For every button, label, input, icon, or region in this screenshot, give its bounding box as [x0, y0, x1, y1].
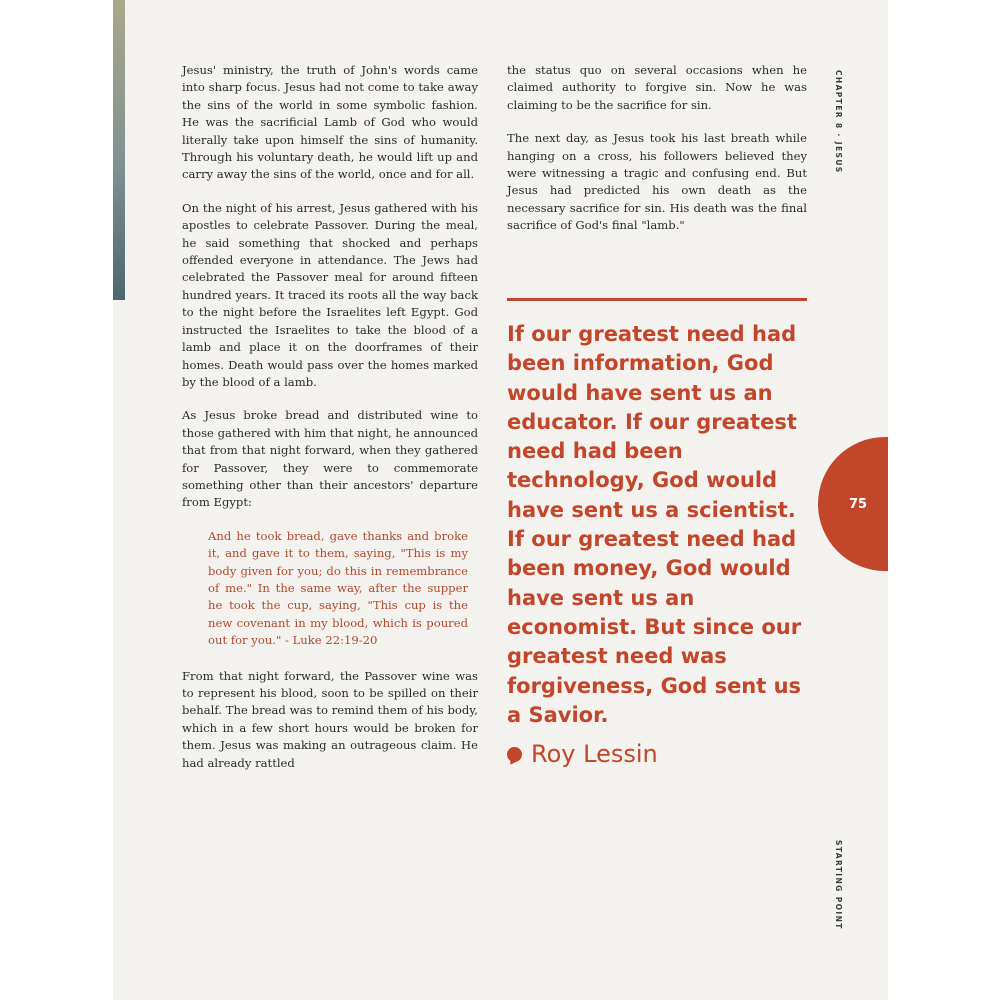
body-paragraph: As Jesus broke bread and distributed wine to those gathered with him that night, he announced that from that night forward, when they gathered for Passover, they were to commemorate something other than their ancestors' departure from Egypt:: [182, 408, 478, 510]
pull-quote: If our greatest need had been information, God would have sent us an educator. If our greatest need had been technology, God would have sent us a scientist. If our greatest need had been money, God would have sent us an economist. But since our greatest need was forgiveness, God sent us a Savior.: [507, 322, 802, 727]
body-paragraph: the status quo on several occasions when he claimed authority to forgive sin. Now he was claiming to be the sacrifice for sin.: [507, 63, 807, 112]
book-running-head: STARTING POINT: [834, 840, 843, 930]
chapter-running-head: CHAPTER 8 · JESUS: [834, 70, 843, 174]
page-number: 75: [848, 496, 868, 512]
adjacent-page-edge: [113, 0, 125, 300]
right-column: [507, 62, 807, 251]
quote-author: Roy Lessin: [531, 740, 658, 768]
body-paragraph: On the night of his arrest, Jesus gathered with his apostles to celebrate Passover. During the meal, he said something that shocked and perhaps offended everyone in attendance. The Jews had celebrated the Passover meal for around fifteen hundred years. It traced its roots all the way back to the night before the Israelites left Egypt. God instructed the Israelites to take the blood of a lamb and place it on the doorframes of their homes. Death would pass over the homes marked by the blood of a lamb.: [182, 200, 478, 389]
speech-bubble-icon: [507, 747, 522, 762]
scripture-quote: And he took bread, gave thanks and broke it, and gave it to them, saying, "This is my body given for you; do this in remembrance of me." In the same way, after the supper he took the cup, saying, "This cup is the new covenant in my blood, which is poured out for you." - Luke 22:19-20: [208, 528, 468, 648]
body-paragraph: From that night forward, the Passover wine was to represent his blood, soon to be spilled on their behalf. The bread was to remind them of his body, which in a few short hours would be broken for them. Jesus was making an outrageous claim. He had already rattled: [182, 668, 478, 770]
pull-quote-divider: [507, 298, 807, 301]
pull-quote-attribution: [507, 740, 658, 768]
left-column: [182, 62, 478, 788]
body-paragraph: The next day, as Jesus took his last breath while hanging on a cross, his followers believed they were witnessing a tragic and confusing end. But Jesus had predicted his own death as the necessary sacrifice for sin. His death was the final sacrifice of God's final "lamb.": [507, 131, 807, 233]
body-paragraph: Jesus' ministry, the truth of John's words came into sharp focus. Jesus had not come to take away the sins of the world in some symbolic fashion. He was the sacrificial Lamb of God who would literally take upon himself the sins of humanity. Through his voluntary death, he would lift up and carry away the sins of the world, once and for all.: [182, 63, 478, 182]
